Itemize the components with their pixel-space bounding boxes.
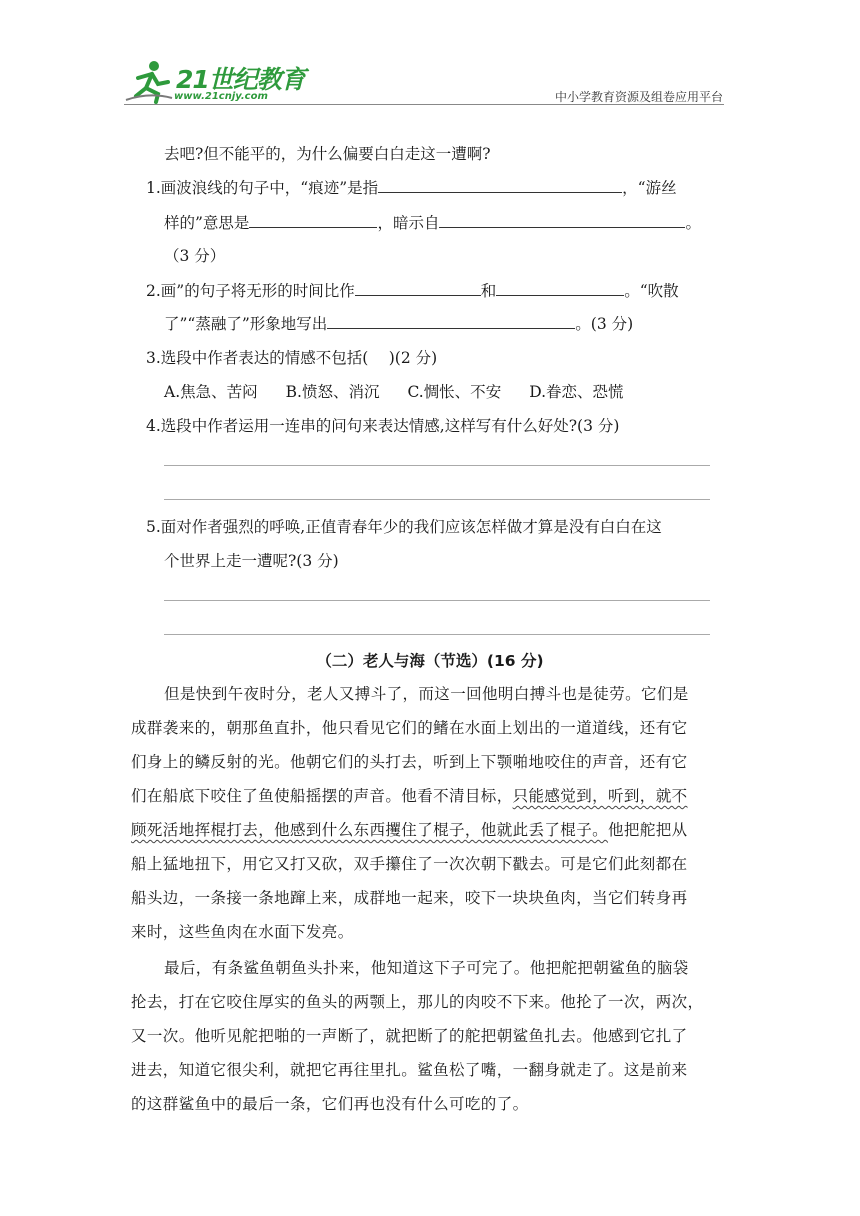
passage-line: 船上猛地扭下，用它又打又砍，双手攥住了一次次朝下戳去。可是它们此刻都在	[131, 855, 688, 873]
q2-text-a: 2.画”的句子将无形的时间比作	[146, 282, 355, 300]
question-1-line-1	[146, 177, 677, 199]
passage-line: 成群袭来的，朝那鱼直扑，他只看见它们的鳍在水面上划出的一道道线，还有它	[131, 719, 688, 737]
question-5-line-1: 5.面对作者强烈的呼唤,正值青春年少的我们应该怎样做才算是没有白白在这	[146, 518, 662, 536]
q5-answer-line-1[interactable]	[164, 600, 710, 601]
page-header	[0, 0, 860, 110]
question-2-line-1	[146, 280, 679, 302]
q2-text-e: 。(3 分)	[575, 315, 634, 333]
passage-line: 又一次。他听见舵把啪的一声断了，就把断了的舵把朝鲨鱼扎去。他感到它扎了	[131, 1027, 688, 1045]
passage-text: 他把舵把从	[608, 821, 688, 839]
passage-line: 船头边，一条接一条地蹿上来，成群地一起来，咬下一块块鱼肉，当它们转身再	[131, 889, 688, 907]
q1-text-a: 1.画波浪线的句子中，“痕迹”是指	[146, 179, 379, 197]
question-2-line-2	[164, 313, 633, 335]
wavy-underlined-sentence: 只能感觉到，听到，就不	[512, 787, 688, 805]
question-3-options	[164, 381, 652, 403]
question-1-line-2	[164, 212, 701, 234]
question-5-line-2: 个世界上走一遭呢?(3 分)	[164, 552, 339, 570]
q4-answer-line-1[interactable]	[164, 465, 710, 466]
logo-url: www.21cnjy.com	[174, 91, 268, 102]
passage-line: 但是快到午夜时分，老人又搏斗了，而这一回他明白搏斗也是徒劳。它们是	[164, 685, 689, 703]
q2-blank-1[interactable]	[355, 280, 481, 296]
logo-text: 21世纪教育	[176, 65, 305, 94]
question-4-stem: 4.选段中作者运用一连串的问句来表达情感,这样写有什么好处?(3 分)	[146, 417, 620, 435]
header-tagline: 中小学教育资源及组卷应用平台	[554, 90, 723, 104]
q1-text-d: ，暗示自	[377, 214, 440, 232]
section-2-title: （二）老人与海（节选）(16 分)	[316, 652, 544, 670]
logo	[124, 58, 305, 108]
q4-answer-line-2[interactable]	[164, 499, 710, 500]
q1-text-b: ，“游丝	[622, 179, 677, 197]
q5-answer-line-2[interactable]	[164, 634, 710, 635]
q3-option-c[interactable]: C.惆怅、不安	[407, 383, 502, 401]
q1-blank-2[interactable]	[249, 212, 377, 228]
passage-line: 们身上的鳞反射的光。他朝它们的头打去，听到上下颚啪地咬住的声音，还有它	[131, 753, 688, 771]
q1-blank-3[interactable]	[439, 212, 685, 228]
q3-option-a[interactable]: A.焦急、苦闷	[164, 383, 258, 401]
q3-option-b[interactable]: B.愤怒、消沉	[285, 383, 380, 401]
q1-score: （3 分）	[164, 247, 226, 265]
q2-blank-2[interactable]	[496, 280, 624, 296]
passage-line: 来时，这些鱼肉在水面下发亮。	[131, 923, 354, 941]
q3-option-d[interactable]: D.眷恋、恐慌	[529, 383, 624, 401]
q2-text-c: 。“吹散	[624, 282, 679, 300]
passage-text: 们在船底下咬住了鱼使船摇摆的声音。他看不清目标，	[131, 787, 513, 805]
q1-text-e: 。	[685, 214, 701, 232]
question-3-stem: 3.选段中作者表达的情感不包括( )(2 分)	[146, 349, 438, 367]
header-divider	[124, 104, 724, 105]
passage-line: 抡去，打在它咬住厚实的鱼头的两颚上，那儿的肉咬不下来。他抡了一次，两次，	[131, 993, 704, 1011]
q2-blank-3[interactable]	[327, 313, 575, 329]
passage-line: 进去，知道它很尖利，就把它再往里扎。鲨鱼松了嘴，一翻身就走了。这是前来	[131, 1061, 688, 1079]
q2-text-d: 了”“蒸融了”形象地写出	[164, 315, 328, 333]
q1-text-c: 样的”意思是	[164, 214, 250, 232]
intro-line: 去吧?但不能平的，为什么偏要白白走这一遭啊?	[164, 145, 491, 163]
wavy-underlined-sentence: 顾死活地挥棍打去，他感到什么东西攫住了棍子，他就此丢了棍子。	[131, 821, 609, 839]
passage-line: 最后，有条鲨鱼朝鱼头扑来，他知道这下子可完了。他把舵把朝鲨鱼的脑袋	[164, 959, 689, 977]
passage-line	[131, 785, 688, 807]
runner-logo-icon	[124, 58, 174, 104]
q1-blank-1[interactable]	[378, 177, 622, 193]
passage-line: 的这群鲨鱼中的最后一条，它们再也没有什么可吃的了。	[131, 1095, 529, 1113]
q2-text-b: 和	[480, 282, 497, 300]
passage-line	[131, 819, 688, 841]
